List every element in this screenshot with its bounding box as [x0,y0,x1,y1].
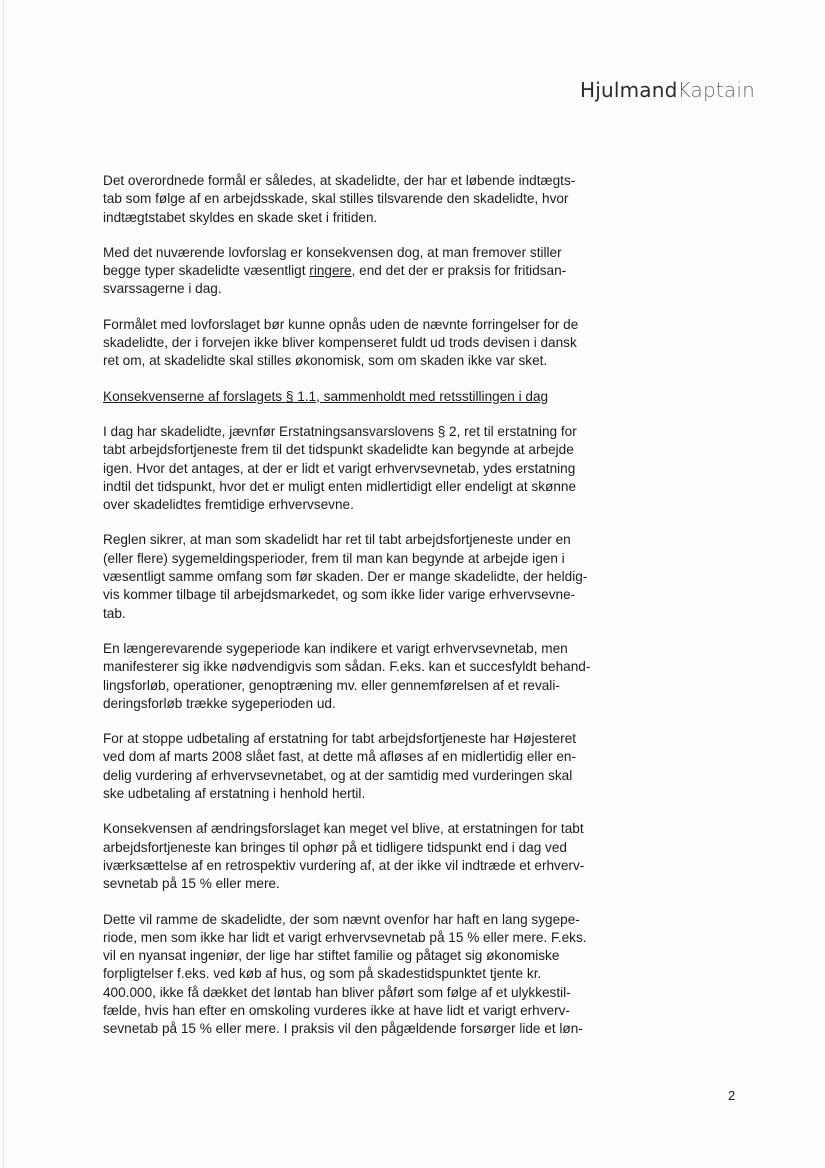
paragraph-6: En længerevarende sygeperiode kan indikere et varigt erhvervsevnetab, men manifesterer sig ikke nødvendigvis som sådan. F.eks. kan et succesfyldt behand- lingsforløb, operationer, genoptræning mv. eller gennemførelsen af et revali- deringsforløb trække sygeperioden ud. [103,640,591,711]
scan-edge [3,0,4,1168]
paragraph-2-end: , end det der er praksis for fritidsan- svarssagerne i dag. [103,263,567,297]
paragraph-2 [103,244,593,299]
paragraph-5: Reglen sikrer, at man som skadelidt har ret til tabt arbejdsfortjeneste under en (eller flere) sygemeldingsperioder, frem til man kan begynde at arbejde igen i væsentligt samme omfang som før skaden. Der er mange skadelidte, der heldig- vis kommer tilbage til arbejdsmarkedet, og som ikke lider varige erhvervsevne- tab. [103,532,588,621]
paragraph-4: I dag har skadelidte, jævnfør Erstatningsansvarslovens § 2, ret til erstatning for tabt arbejdsfortjeneste frem til det tidspunkt skadelidte kan begynde at arbejde igen. Hvor det antages, at der er lidt et varigt erhvervsevnetab, ydes erstatning indtil det tidspunkt, hvor det er muligt enten midlertidigt eller endeligt at skønne over skadelidtes fremtidige erhvervsevne. [103,423,577,513]
paragraph-8: Konsekvensen af ændringsforslaget kan meget vel blive, at erstatningen for tabt arbejdsfortjeneste kan bringes til ophør på et tidligere tidspunkt end i dag ved iværksættelse af en retrospektiv vurdering af, at der ikke vil indtræde et erhverv- sevnetab på 15 % eller mere. [103,821,585,892]
paragraph-3: Formålet med lovforslaget bør kunne opnås uden de nævnte forringelser for de skadelidte, der i forvejen ikke bliver kompenseret fuldt ud trods devisen i dansk ret om, at skadelidte skal stilles økonomisk, som om skaden ikke var sket. [103,316,579,369]
document-body [103,172,593,1056]
logo-part-1: Hjulmand [580,78,678,102]
paragraph-7: For at stoppe udbetaling af erstatning for tabt arbejdsfortjeneste har Højesteret ved dom af marts 2008 slået fast, at dette må afløses af en midlertidig eller en- delig vurdering af erhvervsevnetabet, og at der samtidig med vurderingen skal ske udbetaling af erstatning i henhold hertil. [103,731,577,802]
company-logo [580,78,755,102]
underlined-word: ringere [309,263,352,279]
page-number: 2 [728,1088,736,1103]
paragraph-2-start: Med det nuværende lovforslag er konsekvensen dog, at man fremover stiller begge typer skadelidte væsentligt [103,244,562,279]
logo-part-2: Kaptain [677,78,755,102]
section-heading: Konsekvenserne af forslagets § 1.1, sammenholdt med retsstillingen i dag [103,388,549,404]
paragraph-1: Det overordnede formål er således, at skadelidte, der har et løbende indtægts- tab som følge af en arbejdsskade, skal stilles tilsvarende den skadelidte, hvor indtægtstabet skyldes en skade sket i fritiden. [103,173,576,225]
paragraph-9: Dette vil ramme de skadelidte, der som nævnt ovenfor har haft en lang sygepe- riode, men som ikke har lidt et varigt erhvervsevnetab på 15 % eller mere. F.eks. vil en nyansat ingeniør, der lige har stiftet familie og påtaget sig økonomiske forpligtelser f.eks. ved køb af hus, og som på skadestidspunktet tjente kr. 400.000, ikke få dækket det løntab han bliver påført som følge af et ulykkestil- fælde, hvis han efter en omskoling vurderes ikke at have lidt et varigt erhverv- sevnetab på 15 % eller mere. I praksis vil den pågældende forsørger lide et løn- [103,911,587,1037]
